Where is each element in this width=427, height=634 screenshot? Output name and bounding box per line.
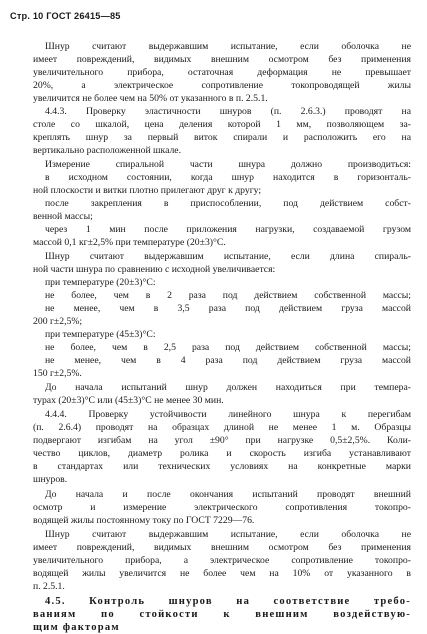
text-line: п. 2.5.1. [33, 581, 65, 592]
text-line: 150 г±2,5%. [33, 368, 82, 379]
text-line: чество циклов, диаметр ролика и скорость изгиба устанавливают [33, 448, 411, 459]
text-line: Шнур считают выдержавшим испытание, если длина спираль- [45, 251, 411, 262]
text-line: имеет повреждений, видимых внешним осмотром без применения [33, 542, 411, 553]
text-line: 4.4.3. Проверку эластичности шнуров (п. 2.6.3.) проводят на [45, 106, 411, 117]
text-line: массой 0,1 кг±2,5% при температуре (20±3)°C. [33, 237, 226, 248]
text-line: водящей жилы увеличится не более чем на 10% от указанного в [33, 568, 411, 579]
text-line: имеет повреждений, видимых внешним осмотром без применения [33, 54, 411, 65]
text-line: 20%, а электрическое сопротивление токопроводящей жилы [33, 80, 411, 91]
text-line: при температуре (45±3)°C: [45, 329, 156, 340]
text-line: ной плоскости и витки плотно прилегают друг к другу; [33, 185, 262, 196]
text-line: Шнур считают выдержавшим испытание, если оболочка не [45, 41, 411, 52]
text-line: не более, чем в 2,5 раза под действием собственной массы; [45, 342, 411, 353]
text-line: 4.4.4. Проверку устойчивости линейного шнура к перегибам [45, 409, 411, 420]
text-line: подвергают изгибам на угол ±90° при нагрузке 0,5±2,5%. Коли- [33, 435, 411, 446]
text-line: осмотр и измерение электрического сопротивления токопро- [33, 502, 411, 513]
text-line: столе со шкалой, цена деления которой 1 мм, позволяющем за- [33, 119, 411, 130]
text-line: при температуре (20±3)°C: [45, 277, 156, 288]
text-line: не менее, чем в 4 раза под действием груза массой [45, 355, 411, 366]
text-line: креплять шнур за первый виток спирали и расположить его на [33, 132, 411, 143]
text-line: вертикально расположенной шкале. [33, 145, 182, 156]
section-heading-line: 4.5. Контроль шнуров на соответствие требо- [45, 596, 411, 607]
text-line: увеличится не более чем на 50% от указанного в п. 2.5.1. [33, 93, 268, 104]
section-heading-line: щим факторам [33, 622, 120, 633]
text-line: после закрепления в приспособлении, под действием собст- [45, 198, 411, 209]
text-line: ной части шнура по сравнению с исходной увеличивается: [33, 264, 276, 275]
text-line: увеличительного прибора, а электрическое сопротивление токопро- [33, 555, 411, 566]
section-heading-line: ваниям по стойкости к внешним воздействую- [33, 609, 411, 620]
text-line: Измерение спиральной части шнура должно производиться: [45, 159, 411, 170]
text-line: в стандартах или технических условиях на конкретные марки [33, 461, 411, 472]
text-line: через 1 мин после приложения нагрузки, создаваемой грузом [45, 224, 411, 235]
text-line: Шнур считают выдержавшим испытание, если оболочка не [45, 529, 411, 540]
text-line: 200 г±2,5%; [33, 316, 83, 327]
text-line: не более, чем в 2 раза под действием собственной массы; [45, 290, 411, 301]
text-line: увеличительного прибора, остаточная деформация не превышает [33, 67, 411, 78]
text-line: турах (20±3)°C или (45±3)°C не менее 30 мин. [33, 395, 224, 406]
text-line: До начала и после окончания испытаний проводят внешний [45, 489, 411, 500]
text-line: водящей жилы постоянному току по ГОСТ 7229—76. [33, 515, 255, 526]
text-line: До начала испытаний шнур должен находиться при темпера- [45, 382, 411, 393]
text-line: венной массы; [33, 211, 93, 222]
text-line: не менее, чем в 3,5 раза под действием груза массой [45, 303, 411, 314]
page-header: Стр. 10 ГОСТ 26415—85 [10, 11, 121, 21]
text-line: (п. 2.6.4) проводят на образцах длиной не менее 1 м. Образцы [33, 422, 411, 433]
text-line: в исходном состоянии, когда шнур находится в горизонталь- [45, 172, 411, 183]
text-line: шнуров. [33, 474, 68, 485]
